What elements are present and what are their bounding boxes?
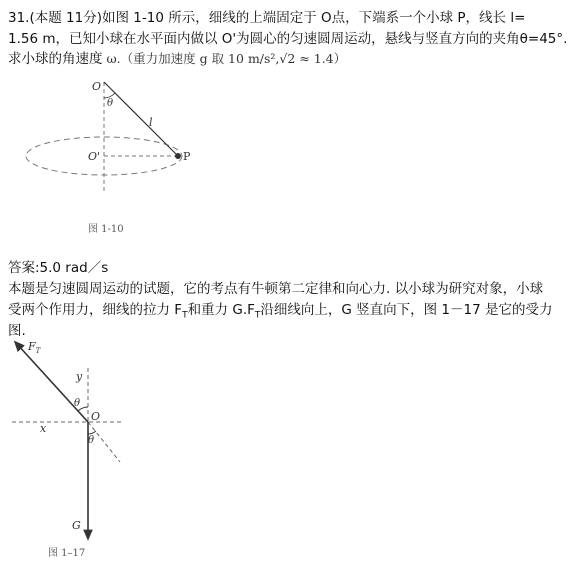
- theta-arc-bottom: [88, 431, 96, 434]
- question-line-3: [8, 47, 346, 67]
- figure-1-17-caption: 图 1–17: [48, 548, 86, 559]
- label-FT: $F_T$: [28, 340, 41, 355]
- question-line-3-text: 求小球的角速度: [8, 51, 103, 67]
- figure-1-10: [20, 76, 220, 236]
- question-line-2: 1.56 m，已知小球在水平面内做以 O'为圆心的匀速圆周运动，悬线与竖直方向的夹角θ=45°.: [8, 31, 568, 47]
- label-x: x: [40, 422, 47, 435]
- expl2-sub-b: T: [254, 310, 261, 321]
- figure-1-17: [8, 336, 138, 562]
- ball-P: [175, 153, 181, 159]
- label-O: O: [91, 410, 101, 423]
- label-O: O: [92, 80, 102, 93]
- answer-line: 答案:5.0 rad／s: [8, 260, 109, 276]
- label-theta-bottom: θ: [88, 435, 95, 446]
- expl2-sub-a: T: [182, 310, 188, 321]
- figure-1-10-caption: 图 1-10: [88, 224, 124, 235]
- label-O-prime: O': [88, 150, 101, 163]
- expl2-a: 受两个作用力，细线的拉力 F: [8, 302, 183, 318]
- label-theta: θ: [107, 98, 114, 109]
- label-l: l: [149, 116, 153, 129]
- label-y: y: [76, 370, 83, 383]
- expl2-b: 和重力 G.F: [187, 302, 255, 318]
- label-P: P: [183, 150, 191, 163]
- explanation-line-3: 图.: [8, 323, 26, 339]
- label-G: G: [72, 519, 81, 532]
- tension-arrow: [17, 344, 88, 422]
- expl2-c: 沿细线向上，G 竖直向下，图 1－17 是它的受力: [260, 302, 553, 318]
- question-line-3-formula: ω.（重力加速度 g 取 10 m/s²,√2 ≈ 1.4）: [102, 51, 347, 66]
- question-line-1: 31.(本题 11分)如图 1-10 所示，细线的上端固定于 O点，下端系一个小球 P，线长 l=: [8, 10, 526, 26]
- label-theta-top: θ: [74, 398, 81, 409]
- explanation-line-2: [8, 298, 552, 321]
- explanation-line-1: 本题是匀速圆周运动的试题，它的考点有牛顿第二定律和向心力. 以小球为研究对象，小球: [8, 281, 544, 297]
